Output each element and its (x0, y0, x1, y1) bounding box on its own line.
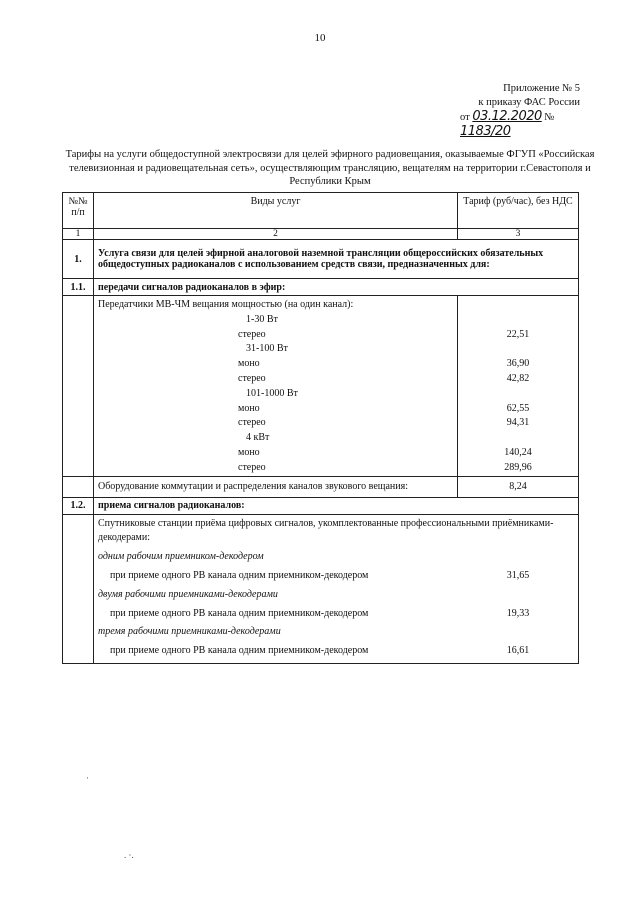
section-text: приема сигналов радиоканалов: (94, 497, 579, 514)
document-title: Тарифы на услуги общедоступной электросвязи для целей эфирного радиовещания, оказываемые ФГУП «Российская телевизионная и радиовещательная сеть», осуществляющим трансляцию, вещателям на территории г.Севастополя и Республики Крым (65, 149, 595, 187)
satellite-item-text: при приеме одного РВ канала одним приемником-декодером (110, 645, 369, 657)
transmitters-label: Передатчики МВ-ЧМ вещания мощностью (на один канал): (98, 299, 354, 310)
tariff-value (462, 313, 574, 328)
transmitter-mode: моно (238, 446, 260, 458)
section-row (63, 279, 579, 296)
transmitters-list (94, 296, 458, 477)
tariff-value: 31,65 (506, 569, 530, 581)
appendix-from: от (460, 112, 470, 123)
power-group-label: 4 кВт (246, 432, 270, 444)
section-number: 1. (63, 240, 94, 279)
satellite-list (94, 514, 579, 663)
tariff-value (462, 431, 574, 446)
tariff-value (462, 387, 574, 402)
section-text: передачи сигналов радиоканалов в эфир: (94, 279, 579, 296)
equipment-row (63, 476, 579, 497)
appendix-date: 03.12.2020 (472, 109, 542, 124)
tariff-value: 42,82 (506, 372, 530, 384)
equipment-text: Оборудование коммутации и распределения каналов звукового вещания: (94, 476, 458, 497)
tariff-value (462, 342, 574, 357)
scan-mark: · (86, 773, 89, 783)
power-group-label: 101-1000 Вт (246, 387, 298, 399)
transmitter-items (98, 313, 453, 476)
satellite-items (98, 550, 574, 659)
tariff-table (62, 192, 579, 664)
power-group-label: 31-100 Вт (246, 343, 288, 355)
satellite-item (98, 644, 574, 659)
tariff-value: 62,55 (506, 402, 530, 414)
satellite-item (98, 569, 574, 584)
tariff-value: 140,24 (504, 446, 532, 458)
transmitter-mode: стерео (238, 372, 266, 384)
satellite-item (98, 607, 574, 622)
receiver-group-label: одним рабочим приемником-декодером (98, 551, 264, 563)
appendix-block (420, 82, 580, 140)
equipment-value: 8,24 (458, 476, 579, 497)
header-tariff: Тариф (руб/час), без НДС (458, 193, 579, 229)
section-number: 1.2. (63, 497, 94, 514)
power-group-label: 1-30 Вт (246, 313, 278, 325)
section-row (63, 497, 579, 514)
appendix-title: Приложение № 5 (503, 83, 580, 94)
tariff-value: 22,51 (506, 328, 530, 340)
header-services: Виды услуг (94, 193, 458, 229)
transmitter-mode: стерео (238, 328, 266, 340)
receiver-group-label: двумя рабочими приемниками-декодерами (98, 588, 278, 600)
satellite-label: Спутниковые станции приёма цифровых сигналов, укомплектованные профессиональными приёмниками-декодерами: (98, 517, 554, 544)
transmitter-mode: стерео (238, 417, 266, 429)
col-number: 2 (94, 229, 458, 240)
section-text: Услуга связи для целей эфирной аналоговой наземной трансляции общероссийских обязательных общедоступных радиоканалов с использованием средств связи, предназначенных для: (94, 240, 579, 279)
tariff-value: 289,96 (504, 461, 532, 473)
header-num: №№ п/п (63, 193, 94, 229)
tariff-value: 36,90 (506, 358, 530, 370)
empty-cell (63, 476, 94, 497)
section-number: 1.1. (63, 279, 94, 296)
empty-cell (63, 514, 94, 663)
appendix-order: к приказу ФАС России (478, 97, 580, 108)
col-number: 3 (458, 229, 579, 240)
appendix-number: 1183/20 (460, 124, 511, 139)
transmitter-mode: моно (238, 358, 260, 370)
col-number: 1 (63, 229, 94, 240)
scan-mark: . ·. (124, 850, 134, 860)
column-numbers-row (63, 229, 579, 240)
tariff-value: 19,33 (506, 607, 530, 619)
receiver-group-label: тремя рабочими приемниками-декодерами (98, 626, 281, 638)
transmitter-mode: моно (238, 402, 260, 414)
transmitters-block (63, 296, 579, 477)
section-row (63, 240, 579, 279)
transmitter-mode: стерео (238, 461, 266, 473)
satellite-item-text: при приеме одного РВ канала одним приемником-декодером (110, 569, 369, 581)
transmitter-values (458, 296, 579, 477)
page-number: 10 (314, 32, 326, 44)
tariff-value: 16,61 (506, 645, 530, 657)
appendix-date-line (420, 110, 580, 140)
table-header-row (63, 193, 579, 229)
satellite-item-text: при приеме одного РВ канала одним приемником-декодером (110, 607, 369, 619)
transmitter-value-list (462, 313, 574, 476)
tariff-value: 94,31 (506, 417, 530, 429)
empty-cell (63, 296, 94, 477)
appendix-no: № (544, 112, 555, 123)
satellite-block (63, 514, 579, 663)
